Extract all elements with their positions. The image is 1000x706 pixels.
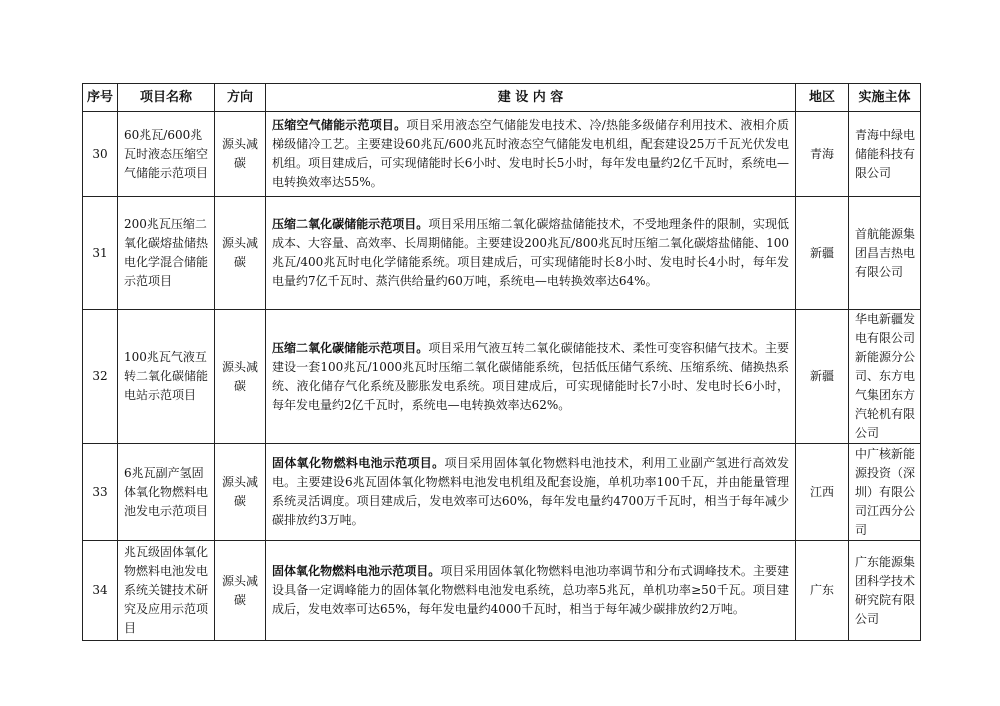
cell-region: 新疆 <box>796 310 849 444</box>
content-lead: 压缩二氧化碳储能示范项目。 <box>272 340 429 355</box>
content-text: 项目采用压缩二氧化碳熔盐储能技术，不受地理条件的限制，实现低成本、大容量、高效率、长周期储能。主要建设200兆瓦/800兆瓦时压缩二氧化碳熔盐储能、100兆瓦/400兆瓦时电化学储能系统。项目建成后，可实现储能时长8小时、发电时长4小时，每年发电量约7亿千瓦时、蒸汽供给量约60万吨，系统电—电转换效率达64%。 <box>272 217 789 288</box>
content-text: 项目采用固体氧化物燃料电池技术，利用工业副产氢进行高效发电。主要建设6兆瓦固体氧化物燃料电池发电机组及配套设施，单机功率100千瓦，并由能量管理系统灵活调度。项目建成后，发电效率可达60%，每年发电量约4700万千瓦时，相当于每年减少碳排放约3万吨。 <box>272 456 789 527</box>
header-org: 实施主体 <box>849 84 921 112</box>
table-row <box>83 310 921 444</box>
table-row <box>83 197 921 310</box>
content-lead: 固体氧化物燃料电池示范项目。 <box>272 564 441 578</box>
project-table <box>82 83 921 641</box>
cell-name: 兆瓦级固体氧化物燃料电池发电系统关键技术研究及应用示范项目 <box>118 541 215 641</box>
header-region: 地区 <box>796 84 849 112</box>
table-header-row <box>83 84 921 112</box>
cell-no: 33 <box>83 444 118 541</box>
content-lead: 固体氧化物燃料电池示范项目。 <box>272 456 445 470</box>
cell-org: 青海中绿电储能科技有限公司 <box>849 112 921 197</box>
content-text: 项目采用液态空气储能发电技术、冷/热能多级储存利用技术、液相介质梯级储冷工艺。主要建设60兆瓦/600兆瓦时液态空气储能发电机组，配套建设25万千瓦光伏发电机组。项目建成后，可实现储能时长6小时、发电时长5小时，每年发电量约2亿千瓦时，系统电—电转换效率达55%。 <box>272 118 789 189</box>
document-page <box>82 83 920 641</box>
cell-no: 34 <box>83 541 118 641</box>
cell-region: 新疆 <box>796 197 849 310</box>
cell-region: 青海 <box>796 112 849 197</box>
cell-name: 6兆瓦副产氢固体氧化物燃料电池发电示范项目 <box>118 444 215 541</box>
cell-no: 31 <box>83 197 118 310</box>
table-row <box>83 112 921 197</box>
cell-org: 中广核新能源投资（深圳）有限公司江西分公司 <box>849 444 921 541</box>
table-row <box>83 444 921 541</box>
cell-direction: 源头减碳 <box>215 444 266 541</box>
cell-name: 200兆瓦压缩二氧化碳熔盐储热电化学混合储能示范项目 <box>118 197 215 310</box>
header-name: 项目名称 <box>118 84 215 112</box>
cell-content <box>266 112 796 197</box>
cell-direction: 源头减碳 <box>215 310 266 444</box>
header-content: 建 设 内 容 <box>266 84 796 112</box>
table-row <box>83 541 921 641</box>
cell-direction: 源头减碳 <box>215 197 266 310</box>
cell-content <box>266 310 796 444</box>
cell-org: 华电新疆发电有限公司新能源分公司、东方电气集团东方汽轮机有限公司 <box>849 310 921 444</box>
cell-no: 32 <box>83 310 118 444</box>
cell-no: 30 <box>83 112 118 197</box>
cell-direction: 源头减碳 <box>215 112 266 197</box>
content-text: 项目采用气液互转二氧化碳储能技术、柔性可变容积储气技术。主要建设一套100兆瓦/1000兆瓦时压缩二氧化碳储能系统，包括低压储气系统、压缩系统、储换热系统、液化储存气化系统及膨胀发电系统。项目建成后，可实现储能时长7小时、发电时长6小时，每年发电量约2亿千瓦时，系统电—电转换效率达62%。 <box>272 340 789 412</box>
cell-content <box>266 541 796 641</box>
header-direction: 方向 <box>215 84 266 112</box>
content-text: 项目采用固体氧化物燃料电池功率调节和分布式调峰技术。主要建设具备一定调峰能力的固体氧化物燃料电池发电系统，总功率5兆瓦，单机功率≥50千瓦。项目建成后，发电效率可达65%，每年发电量约4000千瓦时，相当于每年减少碳排放约2万吨。 <box>272 564 789 616</box>
cell-content <box>266 197 796 310</box>
cell-region: 广东 <box>796 541 849 641</box>
cell-region: 江西 <box>796 444 849 541</box>
cell-org: 首航能源集团昌吉热电有限公司 <box>849 197 921 310</box>
content-lead: 压缩二氧化碳储能示范项目。 <box>272 217 429 231</box>
cell-name: 60兆瓦/600兆瓦时液态压缩空气储能示范项目 <box>118 112 215 197</box>
content-lead: 压缩空气储能示范项目。 <box>272 118 407 132</box>
header-no: 序号 <box>83 84 118 112</box>
cell-direction: 源头减碳 <box>215 541 266 641</box>
cell-org: 广东能源集团科学技术研究院有限公司 <box>849 541 921 641</box>
cell-name: 100兆瓦气液互转二氧化碳储能电站示范项目 <box>118 310 215 444</box>
cell-content <box>266 444 796 541</box>
